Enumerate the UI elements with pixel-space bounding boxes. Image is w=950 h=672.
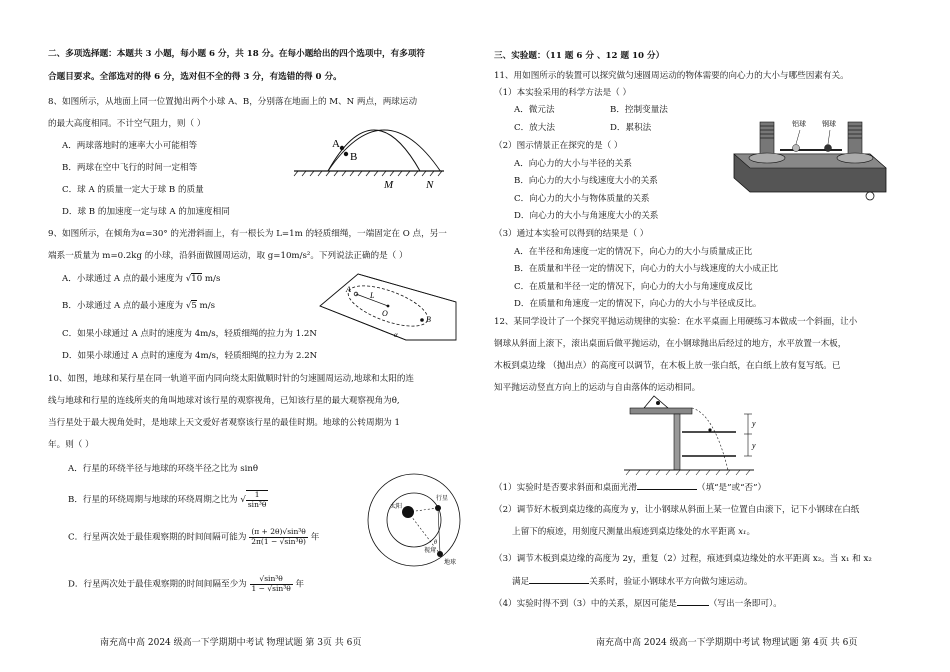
q10-orbit-figure (366, 468, 466, 578)
table-leg (674, 414, 680, 470)
q9-option-a-unit: m/s (204, 274, 221, 284)
section-header-line-1: 二、多项选择题：本题共 3 小题，每小题 6 分，共 18 分。在每小题给出的四个选项中，有多项符 (48, 49, 426, 59)
q12-sub2-line-1: （2）调节好木板到桌边缘的高度为 y，让小钢球从斜面上某一位置自由滚下，记下小钢球在白纸 (494, 505, 860, 515)
q10-option-c-unit: 年 (310, 532, 320, 543)
q9-option-a-text: A．小球通过 A 点的最小速度为 (62, 274, 184, 284)
q12-sub2-variable: x₁ (738, 527, 747, 537)
q12-sub3-line-2 (512, 578, 753, 587)
q12-sub3-line-1: （3）调节木板到桌边缘的高度为 2y，重复（2）过程，痕迹到桌边缘处的水平距离 x₂。当 x₁ 和 x₂ (494, 554, 872, 564)
q10-option-c-text: C．行星两次处于最佳观察期的时间间隔可能为 (68, 532, 247, 543)
label-aluminum-ball: 铝球 (792, 120, 806, 128)
q9-option-b-radicand: 5 (191, 301, 197, 311)
q10-stem-line-4: 年。则（ ） (48, 440, 94, 450)
q9-option-b-text: B．小球通过 A 点的最小速度为 (62, 301, 184, 311)
q12-sub3-answer-blank[interactable] (529, 583, 589, 584)
q11-sub1-option-d: D．累积法 (610, 123, 652, 133)
label-l: L (370, 291, 375, 300)
label-y-upper: y (752, 419, 756, 428)
numerator: (π + 2θ)√sin³θ (249, 528, 308, 538)
sqrt-symbol: √ (185, 301, 192, 311)
label-m: M (384, 179, 394, 191)
q11-stem: 11、用如图所示的装置可以探究做匀速圆周运动的物体需要的向心力的大小与哪些因素有关。 (494, 71, 849, 81)
q12-sub2-end: 。 (746, 527, 756, 537)
label-steel-ball: 钢球 (822, 120, 836, 128)
q10-option-c (68, 528, 319, 546)
label-b: B (350, 151, 358, 163)
aluminum-ball (793, 145, 800, 152)
denominator: 2π(1 − √sin³θ) (251, 536, 306, 546)
q9-option-c: C．如果小球通过 A 点时的速度为 4m/s，轻质细绳的拉力为 1.2N (62, 329, 317, 339)
q11-sub2-option-c: C．向心力的大小与物体质量的关系 (514, 194, 650, 204)
q10-option-d-text: D．行星两次处于最佳观察期的时间间隔至少为 (68, 579, 247, 590)
numerator: √sin³θ (250, 575, 293, 585)
label-o: O (382, 309, 388, 318)
q9-incline-figure (316, 270, 466, 344)
label-alpha: α (394, 331, 398, 339)
q11-sub3-option-d: D．在质量和角速度一定的情况下，向心力的大小与半径成反比。 (514, 299, 762, 309)
q10-option-b-text: B．行星的环绕周期与地球的环绕周期之比为 (68, 495, 238, 506)
q10-option-b (68, 490, 268, 509)
right-sleeve (848, 122, 862, 156)
label-a: A (346, 285, 351, 294)
denominator: 1 − √sin³θ (251, 583, 291, 593)
q12-projectile-table-figure (624, 394, 774, 476)
q12-sub3-text: 满足 (512, 577, 530, 587)
q10-option-a: A．行星的环绕半径与地球的环绕半径之比为 sinθ (68, 464, 259, 474)
q9-option-a-radicand: 10 (191, 274, 203, 284)
q11-sub2-option-a: A．向心力的大小与半径的关系 (514, 159, 632, 169)
footer-right: 南充高中高 2024 级高一下学期期中考试 物理试题 第 4页 共 6页 (596, 638, 858, 648)
q11-sub2: （2）图示情景正在探究的是（ ） (494, 141, 623, 151)
q9-option-b (62, 302, 215, 311)
label-b: B (426, 315, 431, 324)
q12-stem-line-3: 木板到桌边缘 （抛出点）的高度可以调节，在木板上放一张白纸，在白纸上放有复写纸。已 (494, 361, 841, 371)
q11-sub1-option-c: C．放大法 (514, 123, 555, 133)
q10-option-d-unit: 年 (295, 579, 305, 590)
q11-sub1: （1）本实验采用的科学方法是（ ） (494, 88, 632, 98)
section-header-line-2: 合题目要求。全部选对的得 6 分，选对但不全的得 3 分，有选错的得 0 分。 (48, 72, 342, 82)
label-view: 视角 (424, 547, 437, 554)
label-earth: 地球 (444, 559, 457, 566)
q8-option-b: B．两球在空中飞行的时间一定相等 (62, 163, 198, 173)
q8-stem-line-1: 8、如图所示，从地面上同一位置抛出两个小球 A、B，分别落在地面上的 M、N 两点，两球运动 (48, 97, 418, 107)
label-n: N (426, 179, 434, 191)
q11-sub3-option-c: C．在质量和半径一定的情况下，向心力的大小与角速度成反比 (514, 282, 753, 292)
steel-ball (825, 145, 832, 152)
q8-option-c: C．球 A 的质量一定大于球 B 的质量 (62, 185, 204, 195)
q12-sub2-text: 上留下的痕迹，用刻度尺测量出痕迹到桌边缘处的水平距离 (512, 527, 736, 537)
ball-b (344, 152, 348, 156)
q12-stem-line-1: 12、某同学设计了一个探究平抛运动规律的实验：在水平桌面上用硬练习本做成一个斜面，让小 (494, 317, 858, 327)
ball-a (340, 146, 344, 150)
q12-sub4-text: （4）实验时得不到（3）中的关系，原因可能是 (494, 599, 677, 609)
q12-sub2-line-2 (512, 528, 755, 537)
q12-stem-line-4: 知平抛运动竖直方向上的运动与自由落体的运动相同。 (494, 383, 701, 393)
q9-option-d: D．如果小球通过 A 点时的速度为 4m/s，轻质细绳的拉力为 2.2N (62, 351, 318, 361)
q12-sub1-text: （1）实验时是否要求斜面和桌面光滑 (494, 483, 637, 493)
q9-stem-line-1: 9、如图所示，在倾角为α=30° 的光滑斜面上，有一根长为 L=1m 的轻质细绳，一端固定在 O 点，另一 (48, 229, 447, 239)
q9-option-a (62, 275, 220, 284)
table-top (630, 408, 692, 414)
q11-centripetal-apparatus (730, 110, 890, 210)
q11-sub3-option-a: A．在半径和角速度一定的情况下，向心力的大小与质量成正比 (514, 247, 753, 257)
q11-sub2-option-d: D．向心力的大小与角速度大小的关系 (514, 211, 659, 221)
q9-option-b-unit: m/s (199, 301, 216, 311)
q11-sub1-option-a: A．微元法 (514, 105, 555, 115)
q8-option-d: D．球 B 的加速度一定与球 A 的加速度相同 (62, 207, 230, 217)
q12-sub1 (494, 484, 766, 493)
label-theta: θ (434, 540, 437, 546)
q10-stem-line-2: 线与地球和行星的连线所夹的角叫地球对该行星的观察视角，已知该行星的最大观察视角为θ, (48, 396, 400, 406)
q12-sub3-text-end: 关系时，验证小钢球水平方向做匀速运动。 (589, 577, 753, 587)
left-sleeve (760, 122, 774, 156)
label-sun: 太阳 (390, 503, 403, 510)
q11-sub3: （3）通过本实验可以得到的结果是（ ） (494, 229, 649, 239)
label-planet: 行星 (436, 495, 449, 502)
sqrt-symbol: √ (240, 495, 246, 506)
q8-option-a: A．两球落地时的速率大小可能相等 (62, 141, 198, 151)
q12-sub4-answer-blank[interactable] (677, 605, 709, 606)
q10-option-b-fraction (246, 490, 269, 509)
q11-sub1-option-b: B．控制变量法 (610, 105, 668, 115)
q12-sub1-hint: （填“是”或“否”） (696, 483, 767, 493)
q9-stem-line-2: 端系一质量为 m=0.2kg 的小球，沿斜面做圆周运动，取 g=10m/s²。下列说法正确的是（ ） (48, 251, 408, 261)
q12-sub4 (494, 600, 782, 609)
q12-stem-line-2: 钢球从斜面上滚下，滚出桌面后做平抛运动，在小钢球抛出后经过的地方，水平放置一木板， (494, 339, 847, 349)
footer-left: 南充高中高 2024 级高一下学期期中考试 物理试题 第 3页 共 6页 (100, 638, 362, 648)
q12-sub4-hint: （写出一条即可）。 (708, 599, 782, 609)
denominator: sin³θ (247, 499, 267, 509)
label-a: A (332, 138, 340, 150)
q11-sub2-option-b: B．向心力的大小与线速度大小的关系 (514, 176, 658, 186)
section-header: 三、实验题：（11 题 6 分 、12 题 10 分） (494, 51, 665, 61)
numerator: 1 (246, 491, 269, 501)
sqrt-symbol: √ (185, 274, 192, 284)
q10-option-c-fraction (249, 528, 308, 546)
q8-projectile-figure (294, 114, 464, 194)
q10-option-d (68, 575, 304, 593)
q12-sub1-answer-blank[interactable] (637, 489, 697, 490)
label-y-lower: y (752, 441, 756, 450)
q10-stem-line-3: 当行星处于最大视角处时，是地球上天文爱好者观察该行星的最佳时期。地球的公转周期为 1 (48, 418, 400, 428)
q10-option-d-fraction (250, 575, 293, 593)
q8-stem-line-2: 的最大高度相同。不计空气阻力，则（ ） (48, 119, 206, 129)
q11-sub3-option-b: B．在质量和半径一定的情况下，向心力的大小与线速度的大小成正比 (514, 264, 779, 274)
q10-stem-line-1: 10、如图，地球和某行星在同一轨道平面内同向绕太阳做顺时针的匀速圆周运动,地球和太阳的连 (48, 374, 415, 384)
